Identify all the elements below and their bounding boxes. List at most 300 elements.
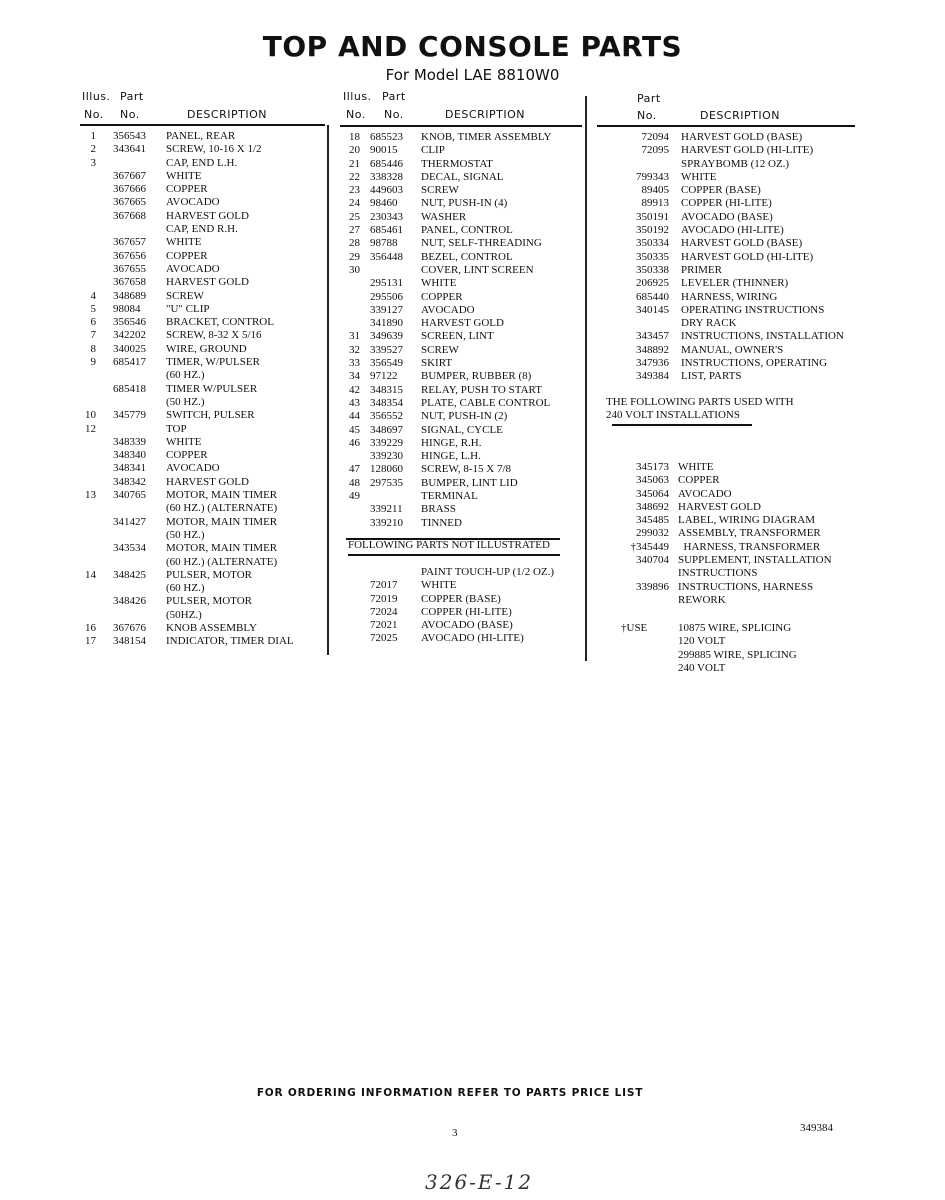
part-description: 299885 WIRE, SPLICING [678, 648, 797, 661]
parts-row [597, 158, 857, 171]
part-number: 356448 [370, 250, 403, 263]
part-description: COPPER [421, 290, 463, 303]
part-number: 72024 [370, 605, 398, 618]
parts-row [80, 143, 325, 156]
part-number: 128060 [370, 463, 403, 476]
part-number: 348341 [113, 462, 146, 475]
part-number: 348689 [113, 289, 146, 302]
parts-list-not-illustrated [340, 566, 582, 646]
part-number: 367656 [113, 249, 146, 262]
part-number: 349384 [636, 370, 669, 383]
part-number: 345485 [636, 514, 669, 527]
part-number: 367676 [113, 621, 146, 634]
ordering-info: FOR ORDERING INFORMATION REFER TO PARTS PRICE LIST [256, 1087, 644, 1099]
col3-header-no: No. [637, 109, 657, 122]
parts-row [597, 291, 857, 304]
parts-row [597, 197, 857, 210]
part-number: 350338 [636, 263, 669, 276]
part-number: 295131 [370, 277, 403, 290]
parts-row [340, 317, 582, 330]
part-description: INSTRUCTIONS, HARNESS [678, 580, 814, 593]
part-description: BUMPER, RUBBER (8) [421, 370, 532, 383]
illus-number: 3 [90, 156, 96, 169]
part-description: AVOCADO (BASE) [681, 210, 773, 223]
illus-number: 28 [349, 237, 360, 250]
illus-number: 31 [349, 330, 360, 343]
part-description: DECAL, SIGNAL [421, 170, 504, 183]
part-description: BRASS [421, 503, 456, 516]
parts-row [80, 369, 325, 382]
col2-header-description: DESCRIPTION [445, 108, 525, 121]
parts-row [80, 609, 325, 622]
parts-row [80, 409, 325, 422]
parts-row [340, 330, 582, 343]
part-number: 367667 [113, 169, 146, 182]
parts-row [340, 277, 582, 290]
part-number: 206925 [636, 277, 669, 290]
part-number: 341427 [113, 515, 146, 528]
volt-note-line1: THE FOLLOWING PARTS USED WITH [606, 396, 794, 408]
illus-number: 21 [349, 157, 360, 170]
parts-row [80, 303, 325, 316]
part-number: 348426 [113, 595, 146, 608]
part-number: 345173 [636, 461, 669, 473]
parts-row [80, 263, 325, 276]
part-description: HARVEST GOLD [166, 276, 249, 289]
parts-row [597, 131, 857, 144]
part-number: 89405 [641, 184, 669, 197]
part-description: INDICATOR, TIMER DIAL [166, 635, 294, 648]
parts-row [80, 622, 325, 635]
part-number: 340704 [636, 554, 669, 567]
illus-number: 29 [349, 250, 360, 263]
part-description: KNOB, TIMER ASSEMBLY [421, 131, 552, 143]
parts-row [340, 397, 582, 410]
part-description: ASSEMBLY, TRANSFORMER [678, 527, 821, 540]
part-description: INSTRUCTIONS, OPERATING [681, 357, 828, 370]
parts-row [80, 462, 325, 475]
part-description: KNOB ASSEMBLY [166, 621, 257, 634]
parts-row [340, 606, 582, 619]
part-description: HINGE, R.H. [421, 436, 482, 449]
part-description: SCREW [421, 343, 459, 356]
parts-row [340, 517, 582, 530]
illus-number: 14 [85, 568, 96, 581]
part-description: HARVEST GOLD (BASE) [681, 131, 803, 143]
part-description: 10875 WIRE, SPLICING [678, 622, 792, 634]
illus-number: 13 [85, 489, 96, 502]
parts-row [340, 171, 582, 184]
part-description: LEVELER (THINNER) [681, 277, 789, 290]
parts-row [340, 197, 582, 210]
part-description: HINGE, L.H. [421, 450, 481, 463]
part-number: 348692 [636, 500, 669, 513]
part-description: WHITE [166, 236, 202, 249]
illus-number: 10 [85, 409, 96, 422]
illus-number: 5 [90, 302, 96, 315]
divider [597, 125, 855, 127]
part-description: WASHER [421, 210, 467, 223]
illus-number: 1 [90, 130, 96, 142]
part-number: 339527 [370, 343, 403, 356]
illus-number: 30 [349, 263, 360, 276]
part-description: RELAY, PUSH TO START [421, 383, 542, 396]
part-number: 685446 [370, 157, 403, 170]
part-number: 356549 [370, 357, 403, 370]
part-description: COPPER [166, 449, 208, 462]
part-number: 345779 [113, 409, 146, 422]
part-description: (60 HZ.) (ALTERNATE) [166, 555, 278, 568]
part-description: AVOCADO [678, 487, 732, 500]
part-description: INSTRUCTIONS, INSTALLATION [681, 330, 844, 343]
parts-row [340, 264, 582, 277]
parts-row [597, 474, 857, 487]
part-description: COPPER [166, 249, 208, 262]
parts-row [597, 662, 857, 675]
parts-row [80, 569, 325, 582]
part-description: HARVEST GOLD (BASE) [681, 237, 803, 250]
col1-header-partno: No. [120, 108, 140, 121]
handwritten-note: 326-E-12 [425, 1170, 534, 1194]
part-description: COPPER (BASE) [421, 592, 501, 605]
parts-row [340, 184, 582, 197]
part-description: SIGNAL, CYCLE [421, 423, 503, 436]
part-description: MOTOR, MAIN TIMER [166, 489, 278, 502]
col1-header-illus: Illus. [82, 90, 111, 103]
part-number: †USE [621, 622, 648, 634]
illus-number: 18 [349, 131, 360, 143]
part-description: INSTRUCTIONS [678, 567, 758, 580]
parts-row [80, 489, 325, 502]
part-description: 240 VOLT [678, 661, 726, 674]
parts-row [80, 157, 325, 170]
illus-number: 23 [349, 184, 360, 197]
illus-number: 17 [85, 635, 96, 648]
parts-row [80, 423, 325, 436]
illus-number: 8 [90, 342, 96, 355]
part-number: 299032 [636, 527, 669, 540]
parts-row [340, 291, 582, 304]
parts-row [597, 357, 857, 370]
part-description: PRIMER [681, 263, 722, 276]
part-number: 449603 [370, 184, 403, 197]
part-description: MOTOR, MAIN TIMER [166, 515, 278, 528]
illus-number: 48 [349, 476, 360, 489]
part-description: HARVEST GOLD [421, 317, 504, 330]
parts-row [340, 424, 582, 437]
parts-row [80, 250, 325, 263]
parts-row [597, 514, 857, 527]
part-number: 348354 [370, 396, 403, 409]
illus-number: 6 [90, 316, 96, 329]
illus-number: 25 [349, 210, 360, 223]
part-description: TOP [166, 422, 187, 435]
part-number: 98788 [370, 237, 398, 250]
part-description: COPPER (HI-LITE) [421, 605, 512, 618]
col2-header-no: No. [346, 108, 366, 121]
parts-row [80, 276, 325, 289]
part-description: LIST, PARTS [681, 370, 742, 383]
parts-row [80, 556, 325, 569]
parts-list-240v [597, 461, 857, 607]
part-number: 348342 [113, 475, 146, 488]
part-description: AVOCADO [421, 303, 475, 316]
part-number: 367666 [113, 183, 146, 196]
parts-row [597, 144, 857, 157]
part-number: 343641 [113, 143, 146, 156]
illus-number: 46 [349, 436, 360, 449]
part-description: HARVEST GOLD (HI-LITE) [681, 250, 814, 263]
parts-row [597, 171, 857, 184]
part-number: 685523 [370, 131, 403, 143]
parts-row [340, 410, 582, 423]
parts-row [80, 316, 325, 329]
part-description: PULSER, MOTOR [166, 568, 252, 581]
part-number: 72021 [370, 619, 398, 632]
part-number: 72095 [641, 144, 669, 157]
parts-row [80, 130, 325, 143]
col2-header-part: Part [382, 90, 406, 103]
parts-row [80, 396, 325, 409]
part-description: PAINT TOUCH-UP (1/2 OZ.) [421, 566, 555, 578]
part-number: 230343 [370, 210, 403, 223]
illus-number: 49 [349, 490, 360, 503]
illus-number: 34 [349, 370, 360, 383]
part-description: (60 HZ.) [166, 369, 205, 382]
illus-number: 7 [90, 329, 96, 342]
part-number: 339127 [370, 303, 403, 316]
parts-row [80, 542, 325, 555]
part-number: 295506 [370, 290, 403, 303]
part-number: 350192 [636, 224, 669, 237]
part-number: 341890 [370, 317, 403, 330]
parts-row [340, 344, 582, 357]
col1-header-no: No. [84, 108, 104, 121]
part-description: BRACKET, CONTROL [166, 316, 274, 329]
page-number: 3 [452, 1127, 458, 1139]
parts-row [597, 344, 857, 357]
part-number: 685418 [113, 382, 146, 395]
illus-number: 12 [85, 422, 96, 435]
part-description: AVOCADO [166, 262, 220, 275]
parts-row [597, 251, 857, 264]
part-number: 339230 [370, 450, 403, 463]
col1-header-description: DESCRIPTION [187, 108, 267, 121]
part-description: COPPER [678, 474, 720, 487]
parts-row [80, 223, 325, 236]
part-number: 349639 [370, 330, 403, 343]
parts-row [340, 619, 582, 632]
part-description: WHITE [421, 277, 457, 290]
parts-row [340, 593, 582, 606]
parts-row [597, 317, 857, 330]
part-description: COVER, LINT SCREEN [421, 263, 534, 276]
part-number: 72025 [370, 632, 398, 645]
parts-row [597, 635, 857, 648]
parts-row [80, 529, 325, 542]
part-number: 89913 [641, 197, 669, 210]
part-description: PLATE, CABLE CONTROL [421, 396, 551, 409]
part-description: SUPPLEMENT, INSTALLATION [678, 554, 832, 567]
col3-header-part: Part [637, 92, 661, 105]
part-description: CAP, END L.H. [166, 156, 238, 169]
part-number: 348697 [370, 423, 403, 436]
parts-row [340, 437, 582, 450]
part-number: 72019 [370, 592, 398, 605]
illus-number: 47 [349, 463, 360, 476]
part-description: NUT, PUSH-IN (2) [421, 410, 508, 423]
parts-row [340, 632, 582, 645]
illus-number: 44 [349, 410, 360, 423]
part-number: 98460 [370, 197, 398, 210]
part-description: MANUAL, OWNER'S [681, 343, 784, 356]
part-description: SKIRT [421, 357, 453, 370]
part-description: SPRAYBOMB (12 OZ.) [681, 157, 790, 170]
part-number: 339229 [370, 436, 403, 449]
part-description: DRY RACK [681, 317, 737, 330]
col2-header-partno: No. [384, 108, 404, 121]
divider [340, 125, 582, 127]
parts-row [597, 330, 857, 343]
parts-row [597, 370, 857, 383]
part-number: 348425 [113, 568, 146, 581]
parts-row [597, 488, 857, 501]
parts-list-col1 [80, 130, 325, 649]
parts-list-col2 [340, 131, 582, 530]
part-number: 339210 [370, 516, 403, 529]
part-number: 348340 [113, 449, 146, 462]
not-illustrated-heading: FOLLOWING PARTS NOT ILLUSTRATED [348, 539, 550, 551]
parts-row [597, 541, 857, 554]
parts-row [340, 131, 582, 144]
part-number: 342202 [113, 329, 146, 342]
part-description: SCREW, 8-15 X 7/8 [421, 463, 512, 476]
parts-row [80, 170, 325, 183]
parts-row [80, 595, 325, 608]
parts-row [597, 622, 857, 635]
part-description: 120 VOLT [678, 635, 726, 648]
part-description: SWITCH, PULSER [166, 409, 255, 422]
part-number: 72017 [370, 579, 398, 592]
parts-row [80, 449, 325, 462]
parts-row [597, 567, 857, 580]
part-description: WIRE, GROUND [166, 342, 247, 355]
parts-row [597, 211, 857, 224]
illus-number: 22 [349, 170, 360, 183]
illus-number: 32 [349, 343, 360, 356]
parts-row [597, 277, 857, 290]
parts-row [80, 329, 325, 342]
part-number: 343534 [113, 542, 146, 555]
parts-row [80, 635, 325, 648]
parts-row [340, 251, 582, 264]
part-number: 340145 [636, 303, 669, 316]
parts-list-col3 [597, 131, 857, 384]
part-number: 350335 [636, 250, 669, 263]
part-description: SCREW [421, 184, 459, 197]
parts-row [597, 304, 857, 317]
parts-row [80, 290, 325, 303]
parts-row [597, 501, 857, 514]
part-number: 340025 [113, 342, 146, 355]
document-number: 349384 [800, 1122, 833, 1134]
parts-row [80, 236, 325, 249]
parts-row [340, 579, 582, 592]
parts-row [340, 158, 582, 171]
part-description: HARVEST GOLD (HI-LITE) [681, 144, 814, 157]
part-number: 343457 [636, 330, 669, 343]
illus-number: 4 [90, 289, 96, 302]
part-number: 367657 [113, 236, 146, 249]
part-description: SCREW, 10-16 X 1/2 [166, 143, 262, 156]
model-subtitle: For Model LAE 8810W0 [385, 66, 560, 84]
parts-row [80, 516, 325, 529]
part-description: AVOCADO (HI-LITE) [421, 632, 524, 645]
part-number: 297535 [370, 476, 403, 489]
part-description: THERMOSTAT [421, 157, 493, 170]
part-number: 367658 [113, 276, 146, 289]
parts-row [597, 594, 857, 607]
part-description: WHITE [421, 579, 457, 592]
part-description: SCREW [166, 289, 204, 302]
volt-note-line2: 240 VOLT INSTALLATIONS [606, 409, 740, 421]
part-description: COPPER (BASE) [681, 184, 761, 197]
illus-number: 9 [90, 356, 96, 369]
part-number: 685461 [370, 224, 403, 237]
column-divider [327, 125, 329, 655]
divider [80, 124, 325, 126]
illus-number: 27 [349, 224, 360, 237]
part-description: PANEL, REAR [166, 130, 236, 142]
part-number: 347936 [636, 357, 669, 370]
part-description: WHITE [166, 169, 202, 182]
part-description: HARVEST GOLD [678, 500, 761, 513]
parts-row [597, 224, 857, 237]
part-description: (50HZ.) [166, 608, 202, 621]
parts-row [80, 383, 325, 396]
part-description: AVOCADO (HI-LITE) [681, 224, 784, 237]
parts-row [340, 566, 582, 579]
parts-row [597, 237, 857, 250]
part-number: 339211 [370, 503, 403, 516]
parts-row [340, 477, 582, 490]
illus-number: 43 [349, 396, 360, 409]
illus-number: 45 [349, 423, 360, 436]
part-description: BUMPER, LINT LID [421, 476, 518, 489]
column-divider [585, 96, 587, 661]
part-number: 345064 [636, 487, 669, 500]
part-number: 685417 [113, 356, 146, 369]
part-description: WHITE [678, 461, 714, 473]
part-description: CLIP [421, 144, 445, 157]
illus-number: 20 [349, 144, 360, 157]
part-number: 356552 [370, 410, 403, 423]
divider [612, 424, 752, 426]
parts-row [597, 581, 857, 594]
parts-row [340, 211, 582, 224]
parts-row [340, 503, 582, 516]
part-description: WHITE [166, 435, 202, 448]
part-number: 367655 [113, 262, 146, 275]
page-title: TOP AND CONSOLE PARTS [262, 30, 683, 63]
part-description: TIMER, W/PULSER [166, 356, 260, 369]
parts-row [597, 554, 857, 567]
parts-row [80, 476, 325, 489]
parts-row [80, 502, 325, 515]
part-description: SCREW, 8-32 X 5/16 [166, 329, 262, 342]
part-number: 356546 [113, 316, 146, 329]
part-description: CAP, END R.H. [166, 223, 238, 236]
